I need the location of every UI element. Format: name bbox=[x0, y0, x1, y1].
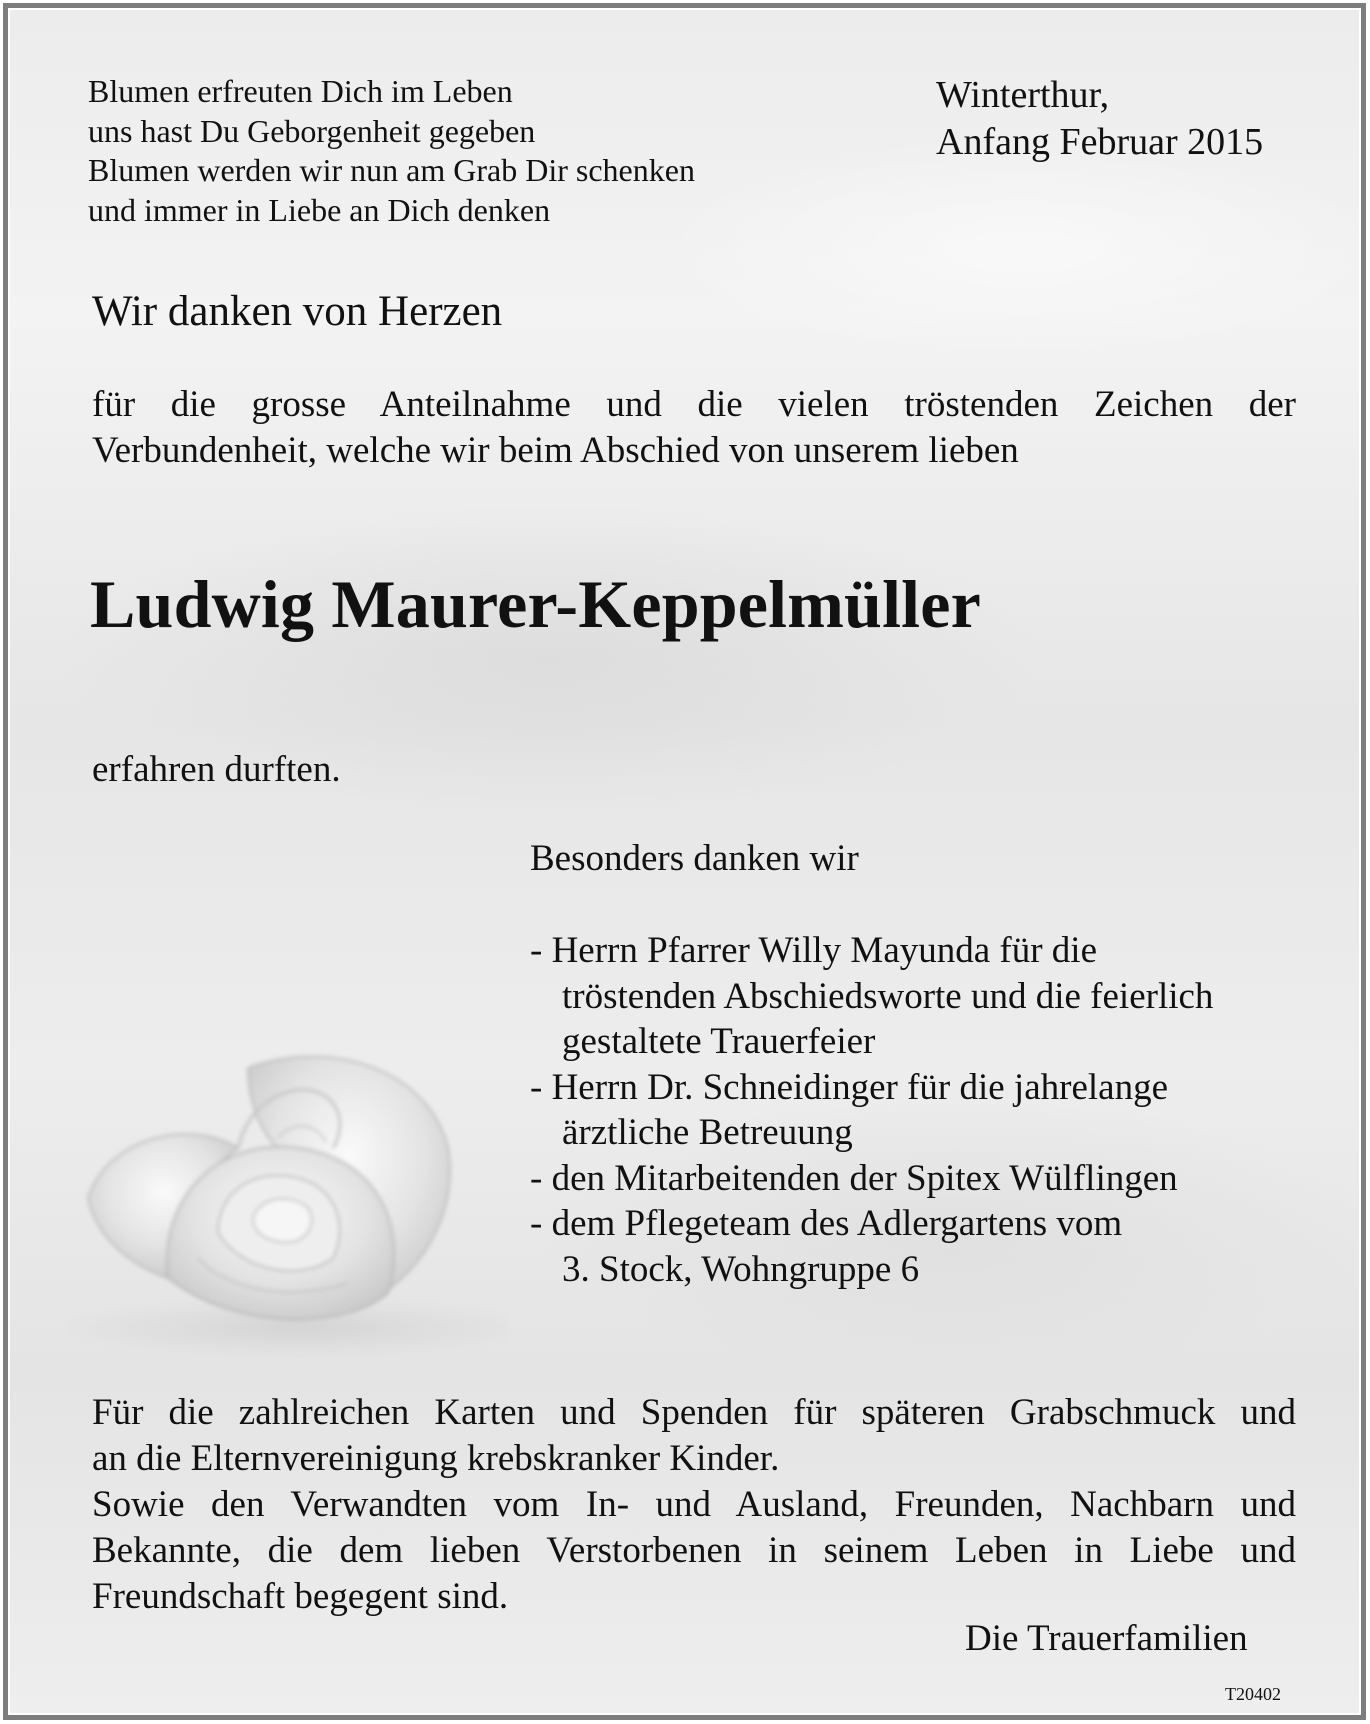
verse-line: und immer in Liebe an Dich denken bbox=[88, 191, 551, 228]
thanks-item: - Herrn Pfarrer Willy Mayunda für die bbox=[530, 930, 1098, 971]
thanks-item-continued: gestaltete Trauerfeier bbox=[562, 1021, 876, 1062]
closing-line: Für die zahlreichen Karten und Spenden für späteren Grabschmuck und bbox=[92, 1392, 1296, 1433]
deceased-name: Ludwig Maurer-Keppelmüller bbox=[90, 566, 982, 642]
intro-line: für die grosse Anteilnahme und die vielen tröstenden Zeichen der bbox=[92, 384, 1296, 425]
place-and-date bbox=[936, 72, 1263, 166]
rose-image bbox=[48, 1028, 508, 1358]
intro-line: Verbundenheit, welche wir beim Abschied von unserem lieben bbox=[92, 430, 1019, 471]
special-thanks-heading: Besonders danken wir bbox=[530, 838, 859, 879]
thanks-item-continued: ärztliche Betreuung bbox=[562, 1112, 853, 1153]
verse-line: Blumen erfreuten Dich im Leben bbox=[88, 73, 513, 109]
thanks-item-continued: 3. Stock, Wohngruppe 6 bbox=[562, 1248, 920, 1290]
closing-line: Sowie den Verwandten vom In- und Ausland, Freunden, Nachbarn und bbox=[92, 1484, 1296, 1525]
closing-line: an die Elternvereinigung krebskranker Kinder. bbox=[92, 1438, 780, 1479]
thanks-item: - Herrn Dr. Schneidinger für die jahrelange bbox=[530, 1066, 1168, 1108]
date: Anfang Februar 2015 bbox=[936, 121, 1264, 163]
thanks-item: - dem Pflegeteam des Adlergartens vom bbox=[530, 1203, 1123, 1244]
signature: Die Trauerfamilien bbox=[965, 1618, 1248, 1659]
closing-line: Freundschaft begegent sind. bbox=[92, 1576, 509, 1617]
thanks-item-continued: tröstenden Abschiedsworte und die feierlich bbox=[562, 975, 1214, 1017]
obituary-card bbox=[3, 3, 1366, 1720]
thanks-item: - den Mitarbeitenden der Spitex Wülflingen bbox=[530, 1157, 1178, 1199]
verse-line: Blumen werden wir nun am Grab Dir schenken bbox=[88, 152, 695, 188]
intro-end: erfahren durften. bbox=[92, 749, 341, 790]
closing-line: Bekannte, die dem lieben Verstorbenen in seinem Leben in Liebe und bbox=[92, 1530, 1296, 1571]
memorial-verse bbox=[88, 72, 695, 230]
closing-paragraph bbox=[92, 1390, 1296, 1620]
reference-code: T20402 bbox=[1225, 1684, 1281, 1704]
special-thanks-list bbox=[530, 928, 1213, 1292]
intro-paragraph bbox=[92, 382, 1296, 474]
place: Winterthur, bbox=[936, 74, 1110, 116]
thanks-heading: Wir danken von Herzen bbox=[92, 288, 503, 335]
verse-line: uns hast Du Geborgenheit gegeben bbox=[88, 112, 536, 149]
